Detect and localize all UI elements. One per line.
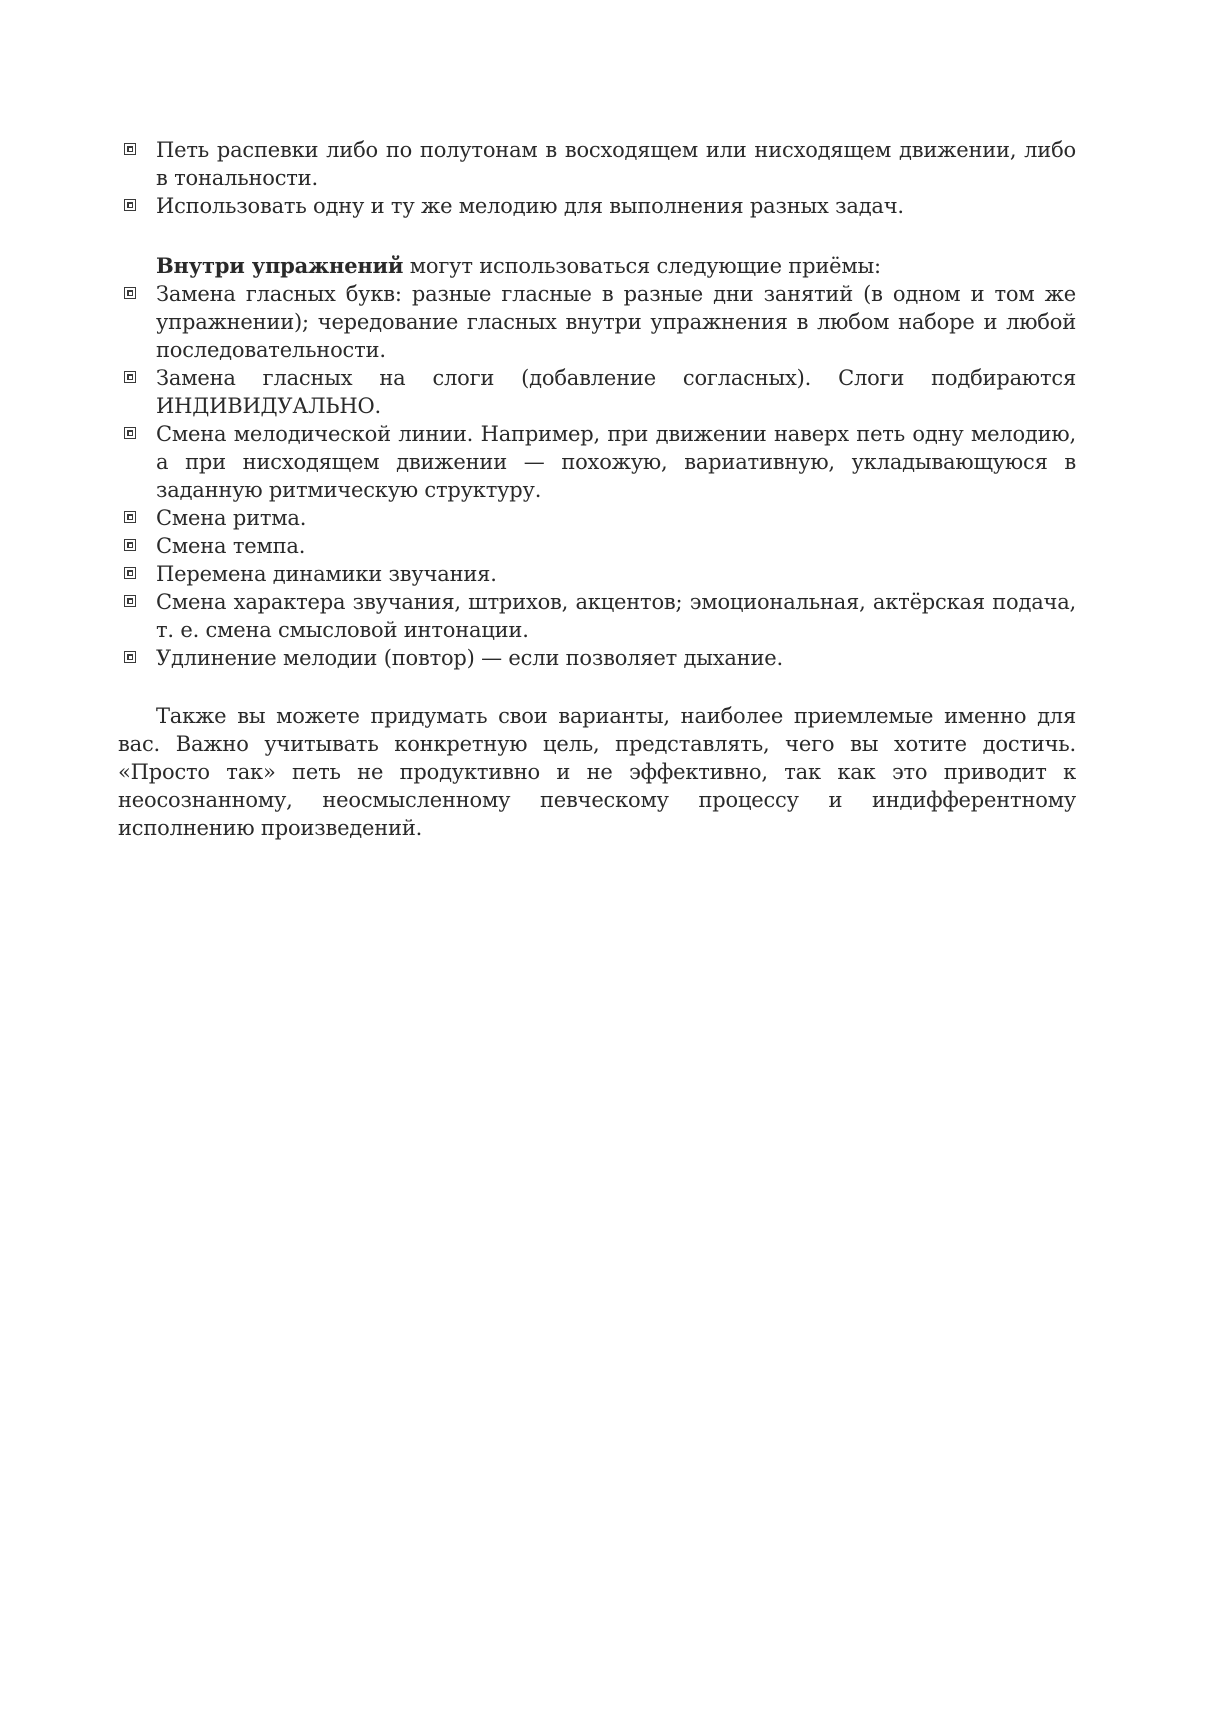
square-bullet-icon (124, 287, 136, 299)
list-item (118, 644, 1076, 672)
list-item-text: Смена характера звучания, штрихов, акцентов; эмоциональная, актёрская подача, т. е. смена смысловой интонации. (156, 590, 1076, 642)
list-item-text: Смена ритма. (156, 506, 307, 530)
list-item-text: Замена гласных букв: разные гласные в разные дни занятий (в одном и том же упражнении); чередование гласных внутри упражнения в любом наборе и любой последовательности. (156, 282, 1076, 362)
closing-paragraph: Также вы можете придумать свои варианты, наиболее приемлемые именно для вас. Важно учитывать конкретную цель, представлять, чего вы хотите достичь. «Просто так» петь не продуктивно и не эффективно, так как это приводит к неосознанному, неосмысленному певческому процессу и индифферентному исполнению произведений. (118, 704, 1076, 840)
list-item (118, 560, 1076, 588)
list-item-text: Удлинение мелодии (повтор) — если позволяет дыхание. (156, 646, 783, 670)
list-item (118, 364, 1076, 420)
square-bullet-icon (124, 143, 136, 155)
bullet-list-techniques (118, 280, 1076, 672)
square-bullet-icon (124, 539, 136, 551)
list-item (118, 280, 1076, 364)
list-item (118, 136, 1076, 192)
list-item-text: Использовать одну и ту же мелодию для выполнения разных задач. (156, 194, 904, 218)
list-item (118, 420, 1076, 504)
square-bullet-icon (124, 651, 136, 663)
square-bullet-icon (124, 595, 136, 607)
document-page (118, 136, 1076, 863)
intro-bold-text: Внутри упражнений (156, 253, 404, 278)
bullet-list-general (118, 136, 1076, 220)
square-bullet-icon (124, 371, 136, 383)
list-item-text: Смена мелодической линии. Например, при движении наверх петь одну мелодию, а при нисходящем движении — похожую, вариативную, укладывающуюся в заданную ритмическую структуру. (156, 422, 1076, 502)
square-bullet-icon (124, 511, 136, 523)
square-bullet-icon (124, 567, 136, 579)
list-item (118, 192, 1076, 220)
list-item-text: Петь распевки либо по полутонам в восходящем или нисходящем движении, либо в тональности. (156, 138, 1076, 190)
intro-text: могут использоваться следующие приёмы: (403, 254, 881, 278)
list-item (118, 588, 1076, 644)
list-item-text: Замена гласных на слоги (добавление согласных). Слоги подбираются ИНДИВИДУАЛЬНО. (156, 366, 1076, 418)
square-bullet-icon (124, 427, 136, 439)
square-bullet-icon (124, 199, 136, 211)
list-item (118, 504, 1076, 532)
list-item-text: Перемена динамики звучания. (156, 562, 497, 586)
section-intro (118, 252, 1076, 280)
list-item-text: Смена темпа. (156, 534, 306, 558)
list-item (118, 532, 1076, 560)
